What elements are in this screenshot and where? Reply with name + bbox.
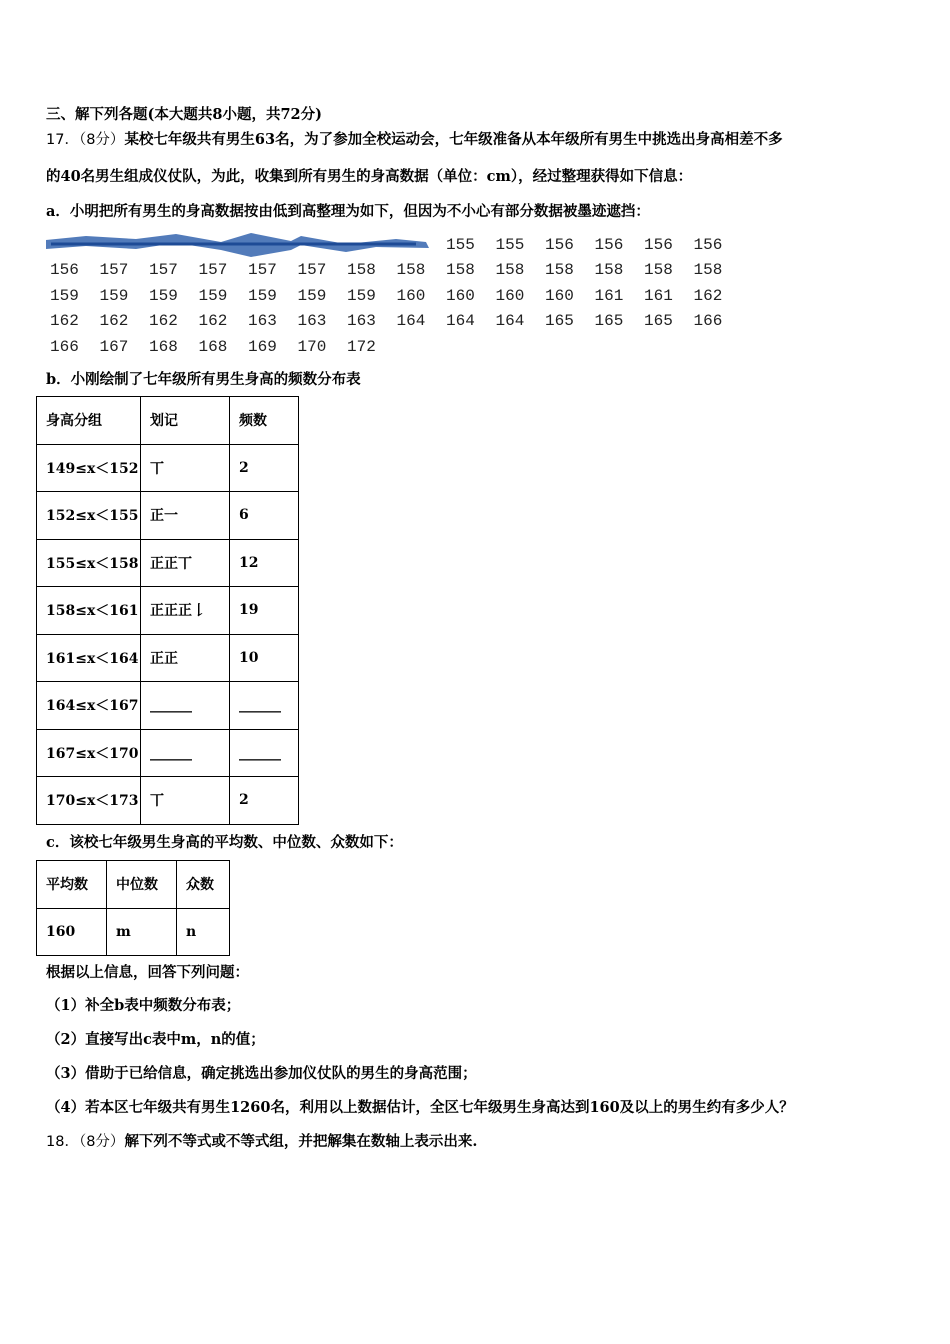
height-value: 158 [396,261,426,280]
height-value: 165 [644,312,673,331]
table-row [37,729,299,777]
q17-line1 [46,128,783,149]
header-tally: 划记 [141,397,230,445]
part-b-label: b．小刚绘制了七年级所有男生身高的频数分布表 [46,371,361,388]
q17-line2: 的40名男生组成仪仗队，为此，收集到所有男生的身高数据（单位：cm），经过整理获得如下信息： [46,168,693,185]
height-value: 163 [248,312,277,331]
height-value: 155 [495,235,525,254]
table-row [37,539,299,587]
q18-text: 解下列不等式或不等式组，并把解集在数轴上表示出来. [124,1133,478,1150]
height-value: 156 [594,235,624,254]
q18-number: 18．（8分） [46,1134,125,1150]
height-value: 170 [297,337,327,356]
height-value: 156 [644,235,673,254]
tally-cell: 正正正𠄌 [141,587,230,635]
height-value: 165 [594,312,624,331]
height-value: 166 [693,312,723,331]
header-group: 身高分组 [37,397,141,445]
frequency-cell: 10 [230,634,299,682]
q18-line [46,1130,477,1151]
tally-cell: 正正 [141,634,230,682]
height-value: 157 [297,261,327,280]
height-data [50,232,743,360]
height-value: 157 [198,261,228,280]
sub-question-2: （2）直接写出c表中m，n的值； [46,1031,265,1048]
height-value: 161 [594,286,624,305]
mode-value: n [177,908,230,956]
height-value: 160 [446,286,475,305]
q17-text1: 某校七年级共有男生63名，为了参加全校运动会，七年级准备从本年级所有男生中挑选出身高相差不多 [124,131,783,148]
group-cell: 149≤x＜152 [37,444,141,492]
height-value: 159 [99,286,129,305]
height-row-1 [50,232,743,258]
frequency-blank: ______ [230,682,299,730]
section-title: 三、解下列各题(本大题共8小题，共72分) [46,106,322,123]
header-mean: 平均数 [37,861,107,909]
height-value: 158 [693,261,723,280]
height-value: 155 [446,235,475,254]
height-row-5 [50,334,743,360]
height-value: 162 [693,286,723,305]
height-value: 165 [545,312,574,331]
height-value: 160 [545,286,574,305]
height-value: 159 [347,286,376,305]
sub-question-1: （1）补全b表中频数分布表； [46,997,241,1014]
frequency-table [36,396,299,825]
table-header-row [37,861,230,909]
group-cell: 161≤x＜164 [37,634,141,682]
height-value: 167 [99,337,129,356]
height-value: 169 [248,337,277,356]
tally-cell: 正正丅 [141,539,230,587]
frequency-cell: 6 [230,492,299,540]
group-cell: 155≤x＜158 [37,539,141,587]
height-value: 158 [545,261,574,280]
frequency-blank: ______ [230,729,299,777]
height-value: 162 [149,312,178,331]
questions-prompt: 根据以上信息，回答下列问题： [46,964,249,981]
table-row [37,682,299,730]
height-value: 160 [495,286,525,305]
frequency-cell: 19 [230,587,299,635]
height-value: 164 [446,312,475,331]
q17-number: 17．（8分） [46,132,125,148]
height-value: 164 [396,312,426,331]
height-value: 168 [149,337,178,356]
height-value: 166 [50,337,79,356]
height-value: 159 [198,286,228,305]
height-value: 158 [594,261,624,280]
table-row [37,634,299,682]
height-value: 158 [644,261,673,280]
height-row-4 [50,309,743,335]
height-value: 162 [198,312,228,331]
statistics-table [36,860,230,956]
group-cell: 167≤x＜170 [37,729,141,777]
tally-blank: ______ [141,682,230,730]
table-row [37,777,299,825]
table-row [37,587,299,635]
height-value: 158 [446,261,475,280]
mean-value: 160 [37,908,107,956]
table-row [37,444,299,492]
group-cell: 164≤x＜167 [37,682,141,730]
height-value: 158 [347,261,376,280]
table-row [37,492,299,540]
height-value: 168 [198,337,228,356]
part-c-label: c．该校七年级男生身高的平均数、中位数、众数如下： [46,834,403,851]
height-value: 156 [545,235,574,254]
height-value: 159 [50,286,79,305]
tally-cell: 正一 [141,492,230,540]
tally-blank: ______ [141,729,230,777]
height-value: 157 [99,261,129,280]
tally-cell: 丅 [141,444,230,492]
table-row [37,908,230,956]
group-cell: 170≤x＜173 [37,777,141,825]
height-value: 160 [396,286,426,305]
height-value: 163 [297,312,327,331]
height-value: 156 [693,235,723,254]
height-value: 159 [149,286,178,305]
height-value: 159 [248,286,277,305]
tally-cell: 丅 [141,777,230,825]
height-value: 157 [149,261,178,280]
height-value: 161 [644,286,673,305]
median-value: m [107,908,177,956]
part-a-label: a．小明把所有男生的身高数据按由低到高整理为如下，但因为不小心有部分数据被墨迹遮挡： [46,203,650,220]
height-row-3 [50,283,743,309]
height-value: 163 [347,312,376,331]
frequency-cell: 2 [230,444,299,492]
height-value: 162 [50,312,79,331]
height-value: 159 [297,286,327,305]
height-value: 164 [495,312,525,331]
group-cell: 152≤x＜155 [37,492,141,540]
sub-question-4: （4）若本区七年级共有男生1260名，利用以上数据估计，全区七年级男生身高达到160及以上的男生约有多少人？ [46,1099,794,1116]
header-frequency: 频数 [230,397,299,445]
height-row-2 [50,258,743,284]
height-value: 158 [495,261,525,280]
frequency-cell: 2 [230,777,299,825]
header-median: 中位数 [107,861,177,909]
height-value: 156 [50,261,79,280]
height-value: 162 [99,312,129,331]
header-mode: 众数 [177,861,230,909]
group-cell: 158≤x＜161 [37,587,141,635]
table-header-row [37,397,299,445]
height-value: 172 [347,337,376,356]
height-value: 157 [248,261,277,280]
frequency-cell: 12 [230,539,299,587]
sub-question-3: （3）借助于已给信息，确定挑选出参加仪仗队的男生的身高范围； [46,1065,477,1082]
